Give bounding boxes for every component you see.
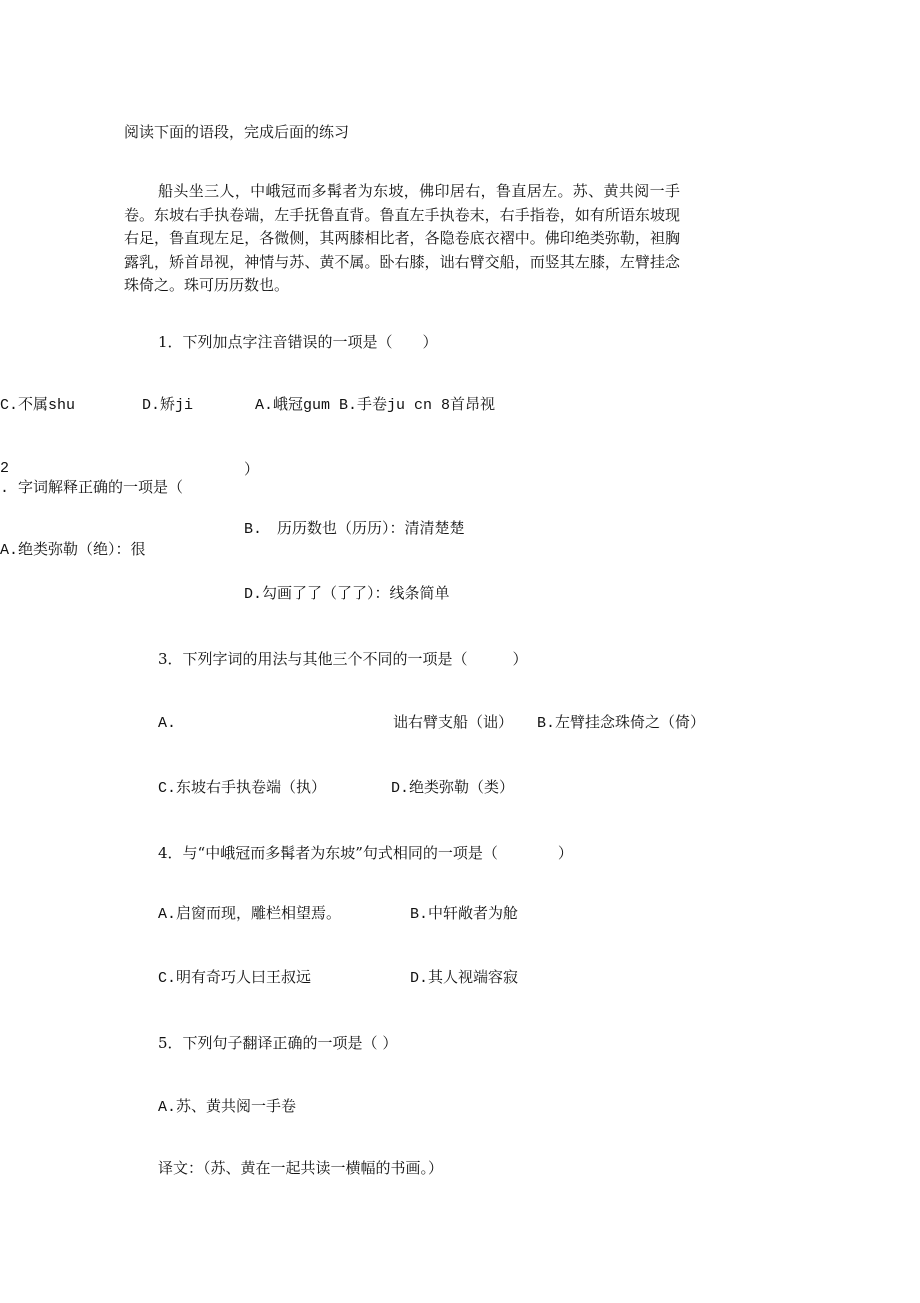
question-4-option-c: C.明有奇巧人曰王叔远 [158, 970, 312, 987]
question-1-option-d: D.矫ji [142, 397, 194, 414]
question-2-number: 2 [0, 460, 10, 477]
question-5-stem: 5．下列句子翻译正确的一项是（ ） [158, 1034, 398, 1052]
question-3-option-d: D.绝类弥勒（类） [391, 780, 515, 797]
question-1-options-ab: A.峨冠gum B.手卷ju cn 8首昂视 [255, 397, 496, 414]
question-4-option-b: B.中轩敞者为舱 [410, 906, 519, 923]
question-2-option-b: B. 历历数也（历历）：清清楚楚 [244, 521, 465, 538]
question-4-option-d: D.其人视端容寂 [410, 970, 519, 987]
instruction-heading: 阅读下面的语段，完成后面的练习 [124, 123, 350, 141]
question-2-paren-close: ） [244, 460, 260, 478]
question-4-stem: 4．与“中峨冠而多髯者为东坡”句式相同的一项是（ ） [158, 844, 573, 862]
question-2-option-d: D.勾画了了（了了）：线条简单 [244, 586, 450, 603]
question-5-option-a: A.苏、黄共阅一手卷 [158, 1099, 297, 1116]
question-3-option-a-text: 诎右臂支船（诎） [393, 715, 514, 732]
question-2-stem: . 字词解释正确的一项是（ [0, 480, 184, 497]
question-4-option-a: A.启窗而现，雕栏相望焉。 [158, 906, 342, 923]
reading-passage: 船头坐三人，中峨冠而多髯者为东坡，佛印居右，鲁直居左。苏、黄共阅一手卷。东坡右手执卷端，左手抚鲁直背。鲁直左手执卷末，右手指卷，如有所语东坡现右足，鲁直现左足，各微侧，其两膝相比者，各隐卷底衣褶中。佛印绝类弥勒，袒胸露乳，矫首昂视，神情与苏、黄不属。卧右膝，诎右臂交船，而竖其左膝，左臂挂念珠倚之。珠可历历数也。 [124, 182, 680, 294]
question-2-option-a: A.绝类弥勒（绝）：很 [0, 542, 146, 559]
question-1-option-c: C.不属shu [0, 397, 76, 414]
question-3-stem: 3．下列字词的用法与其他三个不同的一项是（ ） [158, 650, 528, 668]
question-5-translation: 译文：（苏、黄在一起共读一横幅的书画。） [158, 1159, 444, 1177]
question-1-stem: 1．下列加点字注音错误的一项是（ ） [158, 333, 438, 351]
question-3-option-b: B.左臂挂念珠倚之（倚） [537, 715, 706, 732]
question-3-option-a-letter: A. [158, 715, 177, 732]
question-3-option-c: C.东坡右手执卷端（执） [158, 780, 327, 797]
